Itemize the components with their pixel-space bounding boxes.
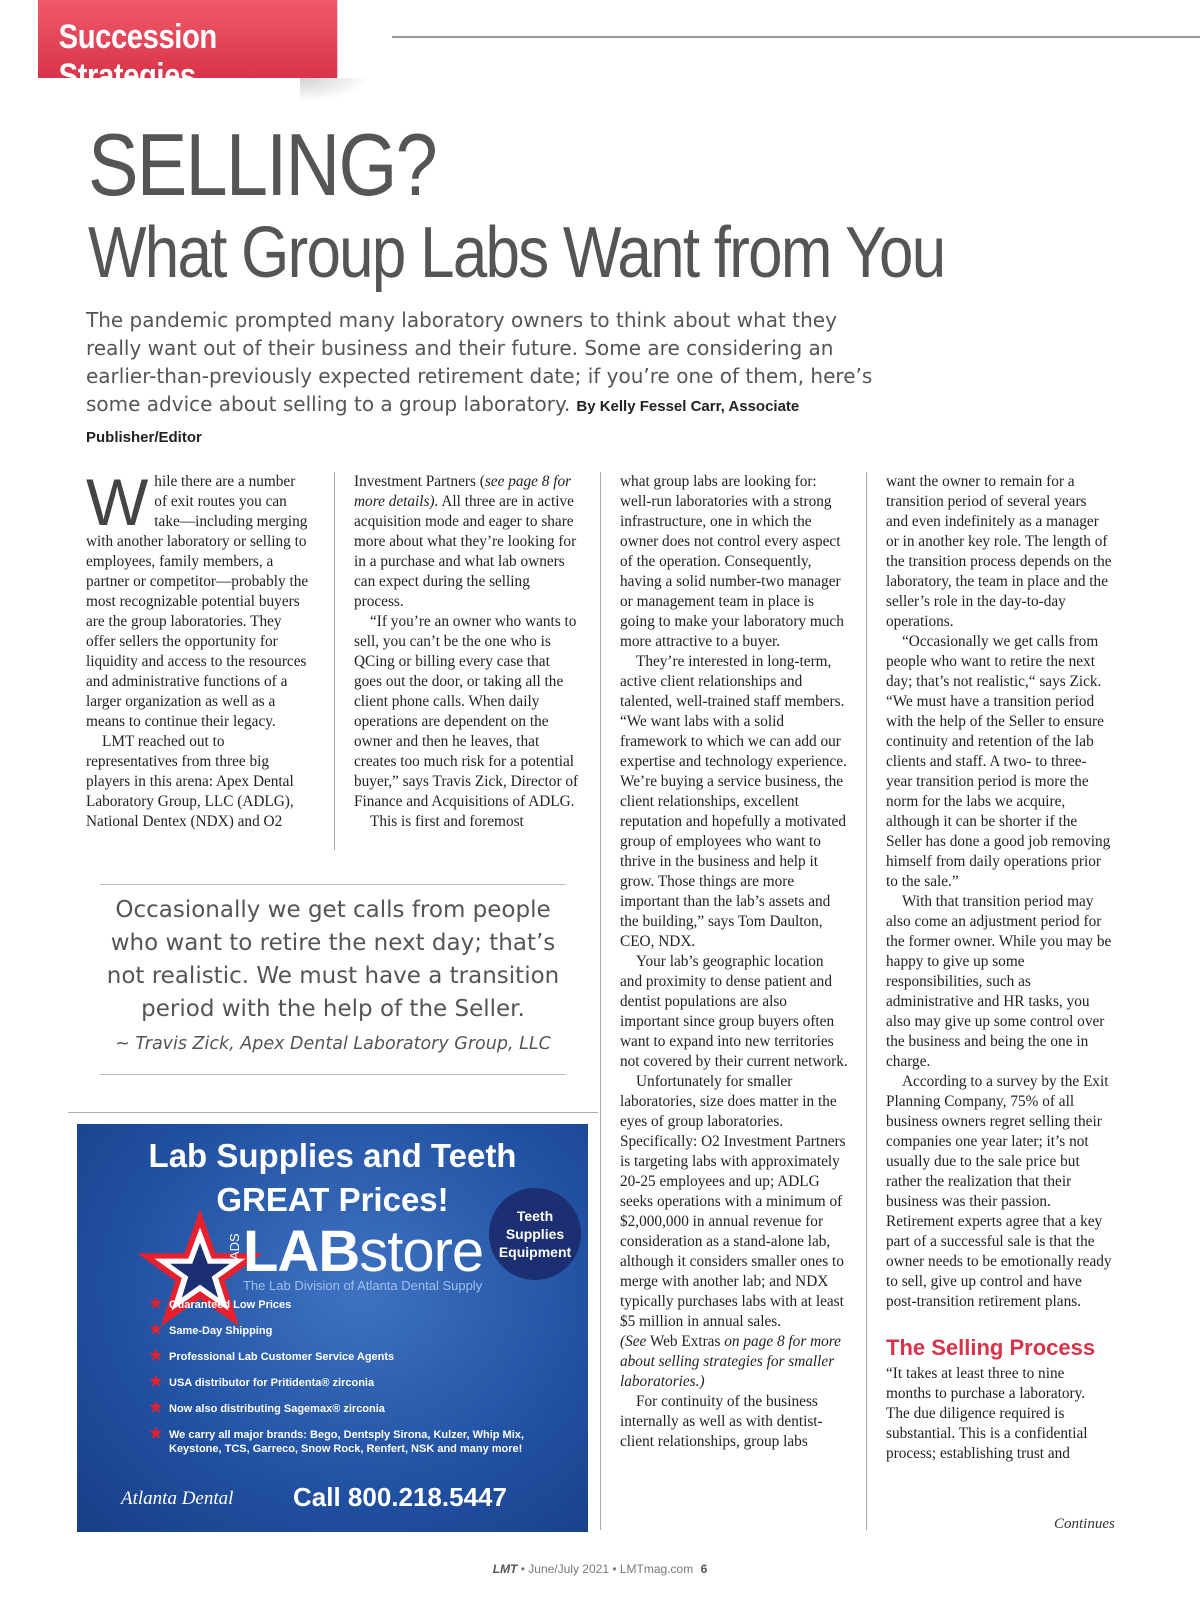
continues-label: Continues bbox=[1054, 1516, 1115, 1532]
pullquote-rule-top bbox=[100, 884, 566, 885]
column-rule bbox=[600, 472, 601, 1530]
paragraph: According to a survey by the Exit Planning Company, 75% of all business owners regret selling their companies one year later; it’s not usually due to the sale price but rather the realization that their business was their passion. Retirement experts agree that a key part of a successful sale is that the owner needs to be emotionally ready to sell, give up control and have post-transition retirement plans. bbox=[886, 1073, 1112, 1310]
badge-line: Equipment bbox=[498, 1244, 572, 1260]
deck bbox=[86, 306, 886, 452]
drop-cap: W bbox=[86, 465, 149, 539]
footer-text: • June/July 2021 • LMTmag.com bbox=[520, 1562, 694, 1576]
column-rule bbox=[866, 472, 867, 1530]
article-column-2 bbox=[354, 472, 580, 832]
subhead: The Selling Process bbox=[886, 1335, 1096, 1360]
ad-phone[interactable]: Call 800.218.5447 bbox=[293, 1482, 507, 1512]
star-bullet-icon: ★ bbox=[149, 1321, 163, 1338]
ad-rule bbox=[68, 1112, 598, 1113]
feature-text: USA distributor for Pritidenta® zirconia bbox=[169, 1377, 375, 1389]
ad-feature bbox=[149, 1373, 579, 1402]
paragraph: “If you’re an owner who wants to sell, you can’t be the one who is QCing or billing every case that goes out the door, or taking all the client phone calls. When daily operations are dependent on the owner and then he leaves, that creates too much risk for a potential buyer,” says Travis Zick, Director of Finance and Acquisitions of ADLG. bbox=[354, 613, 579, 810]
atlanta-dental-logo: Atlanta Dental bbox=[121, 1488, 234, 1509]
ad-headline: Lab Supplies and Teeth bbox=[148, 1137, 517, 1174]
feature-text: Professional Lab Customer Service Agents bbox=[169, 1351, 395, 1363]
paragraph: With that transition period may also come an adjustment period for the former owner. While you may be happy to give up some responsibilities, such as administrative and HR tasks, you also may give up some control over the business and being the one in charge. bbox=[886, 893, 1112, 1070]
footer-logo: LMT bbox=[492, 1562, 518, 1576]
paragraph: “Occasionally we get calls from people who want to retire the next day; that’s not realistic,“ says Zick. “We must have a transition period with the help of the Seller to ensure continuity and retention of the lab clients and staff. A two- to three-year transition period is more the norm for the labs we acquire, although it can be shorter if the Seller has done a good job removing himself from daily operations prior to the sale.” bbox=[886, 633, 1111, 890]
header-rule bbox=[392, 36, 1200, 38]
badge-line: Teeth bbox=[516, 1208, 554, 1224]
ad-feature bbox=[149, 1399, 579, 1428]
article-column-1 bbox=[86, 465, 310, 832]
ad-tagline: The Lab Division of Atlanta Dental Supply bbox=[243, 1278, 483, 1293]
column-rule bbox=[334, 472, 335, 850]
deck-text: The pandemic prompted many laboratory owners to think about what they really want out of their business and their future. Some are considering an earlier-than-previously expected retirement date; if you’re one of them, here’s some advice about selling to a group laboratory. bbox=[86, 308, 873, 416]
paragraph bbox=[620, 1332, 848, 1392]
byline: By Kelly Fessel Carr, Associate Publisher/Editor bbox=[86, 398, 800, 446]
pullquote-attribution: ~ Travis Zick, Apex Dental Laboratory Group, LLC bbox=[115, 1034, 551, 1054]
badge-line: Supplies bbox=[505, 1226, 565, 1242]
labstore-logo bbox=[243, 1220, 483, 1284]
ad-feature bbox=[149, 1321, 579, 1350]
cross-reference: on page 8 for more about selling strategies for smaller laboratories.) bbox=[620, 1333, 841, 1390]
ad-badge bbox=[489, 1188, 581, 1280]
ad-subheadline: GREAT Prices! bbox=[216, 1181, 449, 1218]
headline-line-2: What Group Labs Want from You bbox=[88, 213, 945, 293]
paragraph bbox=[354, 472, 580, 612]
ad-feature bbox=[149, 1295, 579, 1324]
article-column-3 bbox=[620, 472, 848, 1452]
paragraph-text: Investment Partners ( bbox=[354, 473, 485, 490]
paragraph-text: Web Extras bbox=[646, 1333, 725, 1350]
paragraph: This is first and foremost bbox=[370, 813, 524, 830]
cross-reference: see page 8 for more details). bbox=[354, 473, 572, 510]
paragraph bbox=[86, 465, 310, 732]
feature-text: Now also distributing Sagemax® zirconia bbox=[169, 1403, 385, 1415]
feature-text: Same-Day Shipping bbox=[169, 1325, 273, 1337]
ad-feature bbox=[149, 1347, 579, 1376]
ad-feature bbox=[149, 1425, 579, 1468]
page-footer bbox=[0, 1562, 1200, 1576]
advertisement[interactable] bbox=[77, 1124, 588, 1532]
cross-reference: (See bbox=[620, 1333, 647, 1350]
paragraph: “It takes at least three to nine months to purchase a laboratory. The due diligence required is substantial. This is a confidential process; establishing trust and bbox=[886, 1365, 1088, 1462]
star-bullet-icon: ★ bbox=[149, 1295, 163, 1312]
logo-bold: LAB bbox=[243, 1219, 360, 1284]
article-column-4 bbox=[886, 472, 1112, 1464]
ad-feature-list bbox=[149, 1295, 579, 1468]
paragraph: what group labs are looking for: well-run laboratories with a strong infrastructure, one in which the owner does not control every aspect of the operation. Consequently, having a solid number-two manager or management team in place is going to make your laboratory much more attractive to a buyer. bbox=[620, 473, 844, 650]
star-bullet-icon: ★ bbox=[149, 1373, 163, 1390]
feature-text: We carry all major brands: Bego, Dentsply Sirona, Kulzer, Whip Mix, Keystone, TCS, Garreco, Snow Rock, Renfert, NSK and many more! bbox=[169, 1429, 524, 1455]
section-label: Succession Strategies bbox=[38, 0, 337, 78]
paragraph: want the owner to remain for a transition period of several years and even indefinitely as a manager or in another key role. The length of the transition process depends on the laboratory, the team in place and the seller’s role in the day-to-day operations. bbox=[886, 473, 1112, 630]
pullquote bbox=[92, 894, 574, 1056]
pullquote-rule-bottom bbox=[100, 1074, 566, 1075]
page-number: 6 bbox=[700, 1562, 708, 1576]
paragraph-text: All three are in active acquisition mode and eager to share more about what they’re looking for in a purchase and what lab owners can expect during the selling process. bbox=[354, 493, 577, 610]
paragraph: Your lab’s geographic location and proximity to dense patient and dentist populations are also important since group buyers often want to expand into new territories not covered by their current network. bbox=[620, 953, 848, 1070]
star-bullet-icon: ★ bbox=[149, 1425, 163, 1442]
section-tab-shadow bbox=[300, 78, 370, 102]
paragraph-text: hile there are a number of exit routes you can take—including merging with another laboratory or selling to employees, family members, a partner or competitor—probably the most recognizable potential buyers are the group laboratories. They offer sellers the opportunity for liquidity and access to the resources and administrative functions of a larger organization as well as a means to continue their legacy. bbox=[86, 473, 309, 730]
logo-light: store bbox=[359, 1219, 484, 1284]
star-bullet-icon: ★ bbox=[149, 1347, 163, 1364]
paragraph: For continuity of the business internally as well as with dentist-client relationships, group labs bbox=[620, 1393, 823, 1450]
paragraph: LMT reached out to representatives from three big players in this arena: Apex Dental Laboratory Group, LLC (ADLG), National Dentex (NDX) and O2 bbox=[86, 733, 294, 830]
ad-ads-label: ADS bbox=[227, 1233, 242, 1260]
paragraph: They’re interested in long-term, active client relationships and talented, well-trained staff members. “We want labs with a solid framework to which we can add our expertise and technology experience. We’re buying a service business, the client relationships, excellent reputation and hopefully a motivated group of employees who want to thrive in the business and help it grow. Those things are more important than the lab’s assets and the building,” says Tom Daulton, CEO, NDX. bbox=[620, 653, 847, 950]
headline-line-1: SELLING? bbox=[88, 115, 437, 214]
pullquote-text: Occasionally we get calls from people who want to retire the next day; that’s not realistic. We must have a transition period with the help of the Seller. bbox=[106, 897, 560, 1022]
feature-text: Guaranteed Low Prices bbox=[169, 1299, 292, 1311]
paragraph: Unfortunately for smaller laboratories, size does matter in the eyes of group laboratories. Specifically: O2 Investment Partners is targeting labs with approximately 20-25 employees and up; ADLG seeks operations with a minimum of $2,000,000 in annual revenue for consideration as a stand-alone lab, although it considers smaller ones to merge with another lab; and NDX typically purchases labs with at least $5 million in annual sales. bbox=[620, 1073, 846, 1330]
star-bullet-icon: ★ bbox=[149, 1399, 163, 1416]
